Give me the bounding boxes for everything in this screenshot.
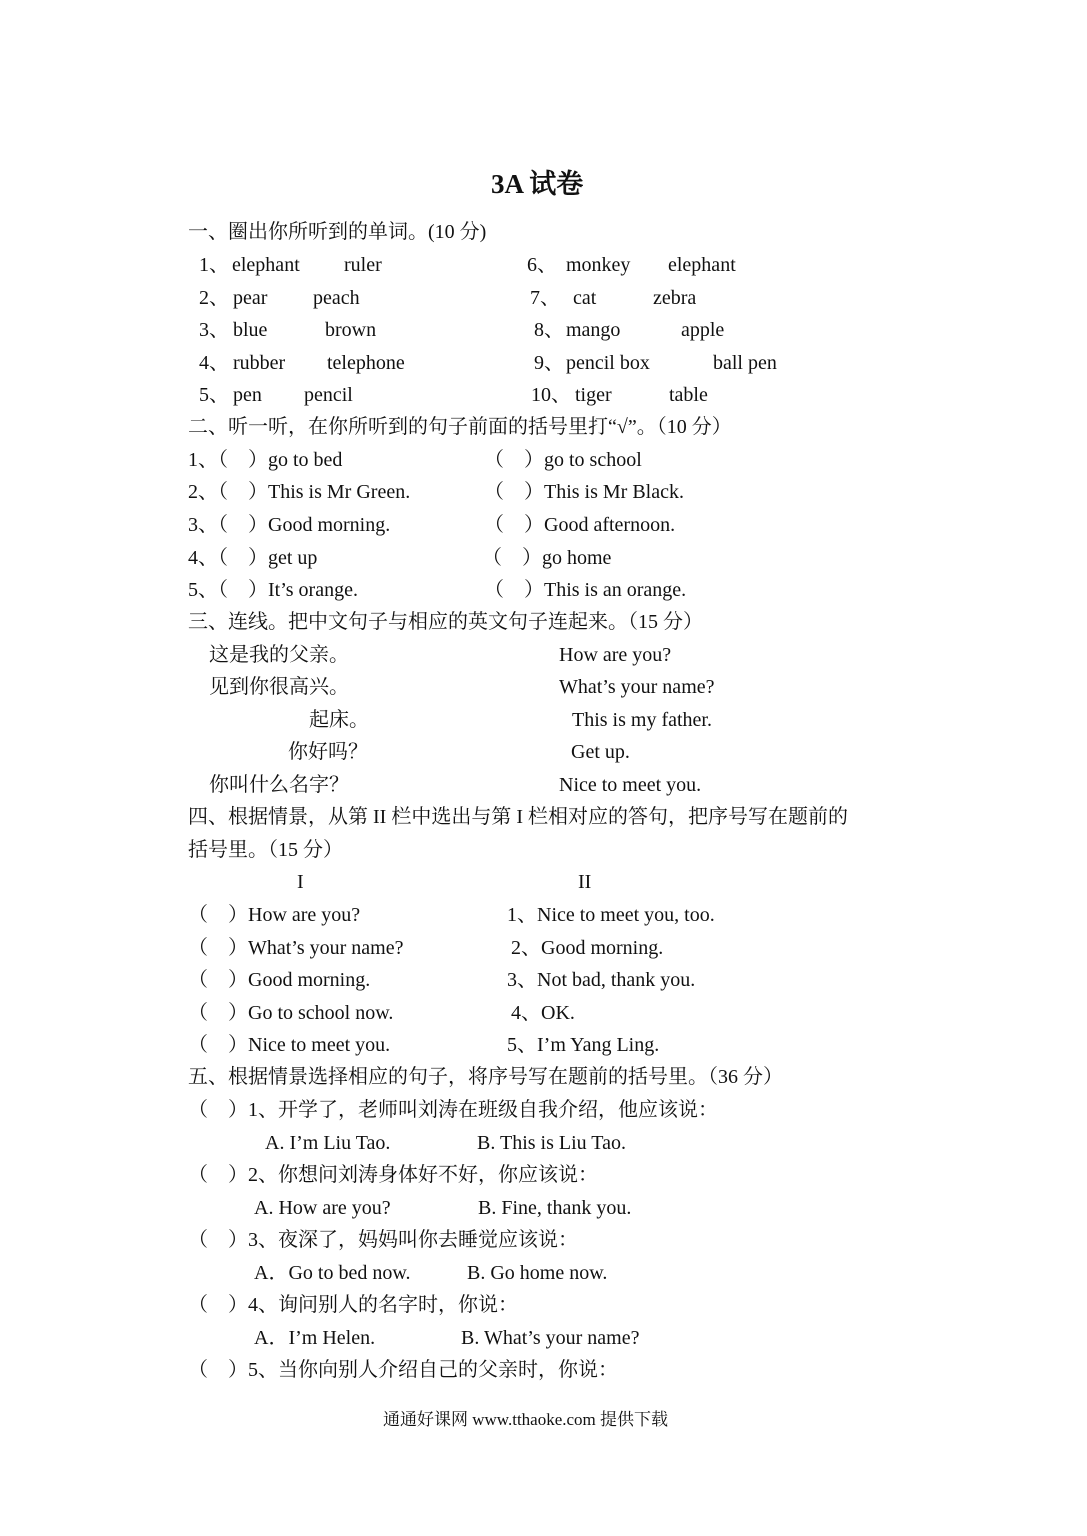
s1-word-a: monkey bbox=[566, 254, 631, 276]
s1-item-number: 8、 bbox=[534, 319, 564, 341]
s1-word-b: apple bbox=[681, 319, 725, 341]
page-title: 3A 试卷 bbox=[491, 169, 584, 199]
s5-question: （ ）1、开学了，老师叫刘涛在班级自我介绍，他应该说： bbox=[188, 1099, 718, 1121]
s1-item-number: 10、 bbox=[531, 384, 571, 406]
s2-right-item: （ ）This is an orange. bbox=[484, 579, 687, 601]
s2-right-item: （ ）go to school bbox=[484, 449, 642, 471]
s5-option-a: A．I’m Helen. bbox=[254, 1327, 376, 1349]
s5-option-b: B. What’s your name? bbox=[461, 1327, 640, 1349]
s1-word-b: pencil bbox=[304, 384, 353, 406]
s1-word-a: pear bbox=[233, 287, 268, 309]
s1-word-b: telephone bbox=[327, 352, 405, 374]
s2-left-item: 3、（ ）Good morning. bbox=[188, 514, 391, 536]
s5-question: （ ）2、你想问刘涛身体好不好，你应该说： bbox=[188, 1164, 598, 1186]
s1-word-a: tiger bbox=[575, 384, 612, 406]
section-2-heading: 二、听一听，在你所听到的句子前面的括号里打“√”。（10 分） bbox=[188, 416, 732, 438]
s4-answer: 5、I’m Yang Ling. bbox=[507, 1034, 660, 1056]
s4-question: （ ）How are you? bbox=[188, 904, 361, 926]
s4-answer: 2、Good morning. bbox=[511, 937, 664, 959]
s3-english-sentence: What’s your name? bbox=[559, 676, 715, 698]
s1-word-b: elephant bbox=[668, 254, 736, 276]
s1-item-number: 6、 bbox=[527, 254, 557, 276]
s2-left-item: 1、（ ）go to bed bbox=[188, 449, 343, 471]
s1-item-number: 1、 bbox=[199, 254, 229, 276]
s4-question: （ ）Go to school now. bbox=[188, 1002, 394, 1024]
s5-option-a: A. I’m Liu Tao. bbox=[265, 1132, 391, 1154]
s5-option-a: A. How are you? bbox=[254, 1197, 391, 1219]
section-4-heading: 四、根据情景，从第 II 栏中选出与第 I 栏相对应的答句，把序号写在题前的 bbox=[188, 806, 848, 828]
s1-word-a: pen bbox=[233, 384, 262, 406]
s3-chinese-sentence: 你叫什么名字？ bbox=[209, 774, 349, 796]
s5-option-b: B. This is Liu Tao. bbox=[477, 1132, 626, 1154]
s3-english-sentence: This is my father. bbox=[572, 709, 712, 731]
s3-english-sentence: How are you? bbox=[559, 644, 672, 666]
s4-column-header-ii: II bbox=[578, 871, 592, 893]
s3-chinese-sentence: 见到你很高兴。 bbox=[209, 676, 349, 698]
section-4-heading-continued: 括号里。（15 分） bbox=[188, 839, 343, 861]
s1-item-number: 2、 bbox=[199, 287, 229, 309]
s1-item-number: 5、 bbox=[199, 384, 229, 406]
s5-option-a: A．Go to bed now. bbox=[254, 1262, 411, 1284]
s1-word-a: blue bbox=[233, 319, 268, 341]
page-footer: 通通好课网 www.tthaoke.com 提供下载 bbox=[383, 1410, 669, 1429]
section-5-heading: 五、根据情景选择相应的句子，将序号写在题前的括号里。（36 分） bbox=[188, 1066, 783, 1088]
s2-right-item: （ ）This is Mr Black. bbox=[484, 481, 684, 503]
s1-item-number: 4、 bbox=[199, 352, 229, 374]
s5-option-b: B. Go home now. bbox=[467, 1262, 608, 1284]
s1-word-a: mango bbox=[566, 319, 621, 341]
s1-word-a: pencil box bbox=[566, 352, 650, 374]
section-3-heading: 三、连线。把中文句子与相应的英文句子连起来。（15 分） bbox=[188, 611, 703, 633]
s4-answer: 3、Not bad, thank you. bbox=[507, 969, 696, 991]
s2-right-item: （ ）Good afternoon. bbox=[484, 514, 676, 536]
s1-item-number: 3、 bbox=[199, 319, 229, 341]
s4-answer: 1、Nice to meet you, too. bbox=[507, 904, 715, 926]
s1-word-b: peach bbox=[313, 287, 360, 309]
s5-question: （ ）5、当你向别人介绍自己的父亲时，你说： bbox=[188, 1359, 618, 1381]
s1-word-b: brown bbox=[325, 319, 377, 341]
s4-question: （ ）What’s your name? bbox=[188, 937, 404, 959]
s4-column-header-i: I bbox=[297, 871, 304, 893]
s5-question: （ ）4、询问别人的名字时，你说： bbox=[188, 1294, 518, 1316]
s5-option-b: B. Fine, thank you. bbox=[478, 1197, 632, 1219]
s3-chinese-sentence: 起床。 bbox=[309, 709, 369, 731]
s1-word-b: ball pen bbox=[713, 352, 777, 374]
s3-english-sentence: Get up. bbox=[571, 741, 630, 763]
s1-word-b: table bbox=[669, 384, 708, 406]
section-1-heading: 一、圈出你所听到的单词。(10 分) bbox=[188, 221, 487, 243]
s1-word-a: rubber bbox=[233, 352, 286, 374]
s3-english-sentence: Nice to meet you. bbox=[559, 774, 702, 796]
s1-word-a: cat bbox=[573, 287, 597, 309]
s1-item-number: 9、 bbox=[534, 352, 564, 374]
s2-right-item: （ ）go home bbox=[482, 547, 612, 569]
s5-question: （ ）3、夜深了，妈妈叫你去睡觉应该说： bbox=[188, 1229, 578, 1251]
s1-word-b: ruler bbox=[344, 254, 382, 276]
s4-question: （ ）Nice to meet you. bbox=[188, 1034, 391, 1056]
s3-chinese-sentence: 你好吗？ bbox=[288, 741, 368, 763]
s2-left-item: 2、（ ）This is Mr Green. bbox=[188, 481, 411, 503]
s2-left-item: 4、（ ）get up bbox=[188, 547, 318, 569]
s4-question: （ ）Good morning. bbox=[188, 969, 371, 991]
s2-left-item: 5、（ ）It’s orange. bbox=[188, 579, 358, 601]
s1-word-b: zebra bbox=[653, 287, 697, 309]
s3-chinese-sentence: 这是我的父亲。 bbox=[209, 644, 349, 666]
s1-item-number: 7、 bbox=[530, 287, 560, 309]
s4-answer: 4、OK. bbox=[511, 1002, 575, 1024]
s1-word-a: elephant bbox=[232, 254, 300, 276]
